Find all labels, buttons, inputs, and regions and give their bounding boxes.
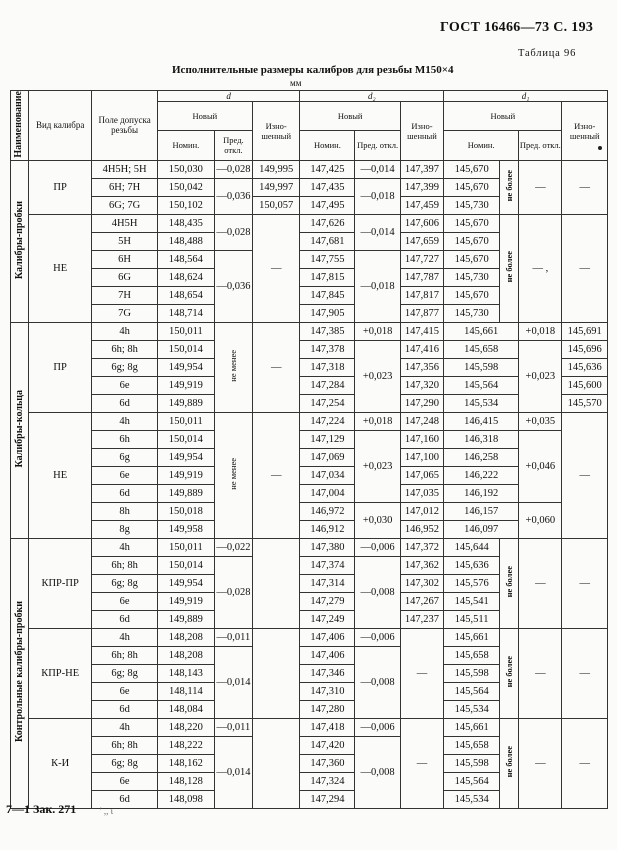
d2-cell: 147,360 <box>300 754 355 772</box>
page-footer: 7—1 Зак. 271 <box>6 802 77 816</box>
d1-worn-cell: 145,691 <box>562 322 608 340</box>
d-cell: 149,954 <box>157 448 214 466</box>
d-worn-header: Изношенный <box>252 102 300 161</box>
group-name-ring-gauges: Калибры-кольца <box>11 322 29 538</box>
d1-cell: 145,730 <box>444 268 500 286</box>
d1-worn-cell: — <box>562 160 608 214</box>
d2-cell: 147,378 <box>300 340 355 358</box>
d2-header: d₂ <box>300 91 444 102</box>
d-cell: 150,011 <box>157 412 214 430</box>
d2-worn-cell: 147,659 <box>400 232 443 250</box>
tol-cell: 6G <box>92 268 158 286</box>
calibers-table <box>10 90 608 809</box>
page-header: ГОСТ 16466—73 С. 193 <box>440 20 594 35</box>
d2-dev-cell: +0,023 <box>355 340 400 412</box>
d1-cell: 145,644 <box>444 538 500 556</box>
d1-pred-header: Пред. откл. <box>519 130 562 160</box>
d1-cell: 145,534 <box>444 700 500 718</box>
tol-cell: 7H <box>92 286 158 304</box>
d2-worn-cell: 147,160 <box>400 430 443 448</box>
d2-cell: 147,380 <box>300 538 355 556</box>
d2-cell: 147,249 <box>300 610 355 628</box>
d2-worn-cell: 147,459 <box>400 196 443 214</box>
d2-dev-cell: —0,008 <box>355 556 400 628</box>
d1-cell: 145,661 <box>444 628 500 646</box>
d1-worn-header: Изношенный <box>562 102 608 161</box>
d2-worn-cell: 147,100 <box>400 448 443 466</box>
note-cell: не менее <box>214 322 252 412</box>
d-cell: 149,919 <box>157 592 214 610</box>
table-title: Исполнительные размеры калибров для резьбы М150×4 <box>172 64 454 76</box>
d2-cell: 147,385 <box>300 322 355 340</box>
d1-dev-cell: — <box>519 718 562 808</box>
kind-cell: ПР <box>28 322 91 412</box>
d1-worn-cell: 145,696 <box>562 340 608 358</box>
d2-cell: 146,972 <box>300 502 355 520</box>
d1-dev-cell: — <box>519 538 562 628</box>
tol-cell: 6h <box>92 430 158 448</box>
d2-dev-cell: +0,030 <box>355 502 400 538</box>
d2-worn-cell: 147,356 <box>400 358 443 376</box>
d1-dev-cell: +0,046 <box>519 430 562 502</box>
d-cell: 150,042 <box>157 178 214 196</box>
d-header: d <box>157 91 300 102</box>
d1-cell: 145,598 <box>444 664 500 682</box>
d2-worn-cell: 147,267 <box>400 592 443 610</box>
tol-cell: 6d <box>92 394 158 412</box>
group-name-plug-gauges: Калибры-пробки <box>11 160 29 322</box>
d-cell: 148,488 <box>157 232 214 250</box>
d-cell: 150,011 <box>157 322 214 340</box>
note-cell: не более <box>500 718 519 808</box>
d-cell: 148,222 <box>157 736 214 754</box>
d2-cell: 147,224 <box>300 412 355 430</box>
d-cell: 148,162 <box>157 754 214 772</box>
kind-cell: КПР-ПР <box>28 538 91 628</box>
tol-cell: 6h; 8h <box>92 340 158 358</box>
d2-cell: 147,435 <box>300 178 355 196</box>
d-nom-header: Номин. <box>157 130 214 160</box>
d1-cell: 145,534 <box>444 394 519 412</box>
d1-dev-cell: +0,018 <box>519 322 562 340</box>
d2-worn-cell: 147,320 <box>400 376 443 394</box>
d2-cell: 147,425 <box>300 160 355 178</box>
d-cell: 150,011 <box>157 538 214 556</box>
d2-dev-cell: —0,008 <box>355 736 400 808</box>
d2-worn-cell: 146,952 <box>400 520 443 538</box>
d1-dev-cell: — <box>519 628 562 718</box>
d-pred-header: Пред. откл. <box>214 130 252 160</box>
d1-cell: 145,658 <box>444 340 519 358</box>
d-worn-cell: — <box>252 412 300 538</box>
tol-cell: 8g <box>92 520 158 538</box>
kind-cell: К-И <box>28 718 91 808</box>
tol-cell: 7G <box>92 304 158 322</box>
d1-worn-cell: 145,636 <box>562 358 608 376</box>
d1-nom-header: Номин. <box>444 130 519 160</box>
d-cell: 149,954 <box>157 574 214 592</box>
d1-worn-cell: 145,600 <box>562 376 608 394</box>
d2-pred-header: Пред. откл. <box>355 130 400 160</box>
d2-cell: 147,034 <box>300 466 355 484</box>
d2-worn-cell: 147,302 <box>400 574 443 592</box>
d2-cell: 147,346 <box>300 664 355 682</box>
d2-worn-cell: 147,290 <box>400 394 443 412</box>
d2-cell: 147,004 <box>300 484 355 502</box>
tol-cell: 4h <box>92 412 158 430</box>
d-cell: 149,919 <box>157 376 214 394</box>
d2-cell: 147,310 <box>300 682 355 700</box>
tol-cell: 6g; 8g <box>92 358 158 376</box>
d-cell: 149,889 <box>157 394 214 412</box>
d2-worn-cell: 147,787 <box>400 268 443 286</box>
d-cell: 148,435 <box>157 214 214 232</box>
d2-cell: 147,324 <box>300 772 355 790</box>
tol-cell: 6d <box>92 700 158 718</box>
tol-cell: 6d <box>92 484 158 502</box>
d2-worn-cell: 147,035 <box>400 484 443 502</box>
d1-cell: 145,564 <box>444 682 500 700</box>
d2-cell: 147,905 <box>300 304 355 322</box>
d2-worn-cell: 147,817 <box>400 286 443 304</box>
tol-cell: 6e <box>92 772 158 790</box>
d1-cell: 145,670 <box>444 214 500 232</box>
d1-dev-cell: +0,023 <box>519 340 562 412</box>
d-cell: 148,084 <box>157 700 214 718</box>
d1-cell: 145,670 <box>444 232 500 250</box>
d-cell: 150,030 <box>157 160 214 178</box>
d2-worn-cell: — <box>400 718 443 808</box>
d2-cell: 147,284 <box>300 376 355 394</box>
d-cell: 148,624 <box>157 268 214 286</box>
kind-header: Вид калибра <box>28 91 91 161</box>
tol-cell: 4H5H <box>92 214 158 232</box>
d2-cell: 147,845 <box>300 286 355 304</box>
d2-cell: 147,755 <box>300 250 355 268</box>
tol-cell: 4h <box>92 538 158 556</box>
d1-cell: 145,541 <box>444 592 500 610</box>
d1-worn-cell: — <box>562 718 608 808</box>
tol-cell: 4h <box>92 718 158 736</box>
tol-cell: 6h; 8h <box>92 736 158 754</box>
d-dev-cell: —0,028 <box>214 160 252 178</box>
d-cell: 148,564 <box>157 250 214 268</box>
d-cell: 150,018 <box>157 502 214 520</box>
tol-cell: 4h <box>92 322 158 340</box>
d2-cell: 147,626 <box>300 214 355 232</box>
d2-cell: 147,294 <box>300 790 355 808</box>
d2-worn-cell: 147,399 <box>400 178 443 196</box>
tol-cell: 6g; 8g <box>92 664 158 682</box>
note-cell: не более <box>500 538 519 628</box>
d2-cell: 147,406 <box>300 646 355 664</box>
d1-worn-cell: — <box>562 628 608 718</box>
d-worn-cell: 149,997 <box>252 178 300 196</box>
d1-cell: 145,670 <box>444 286 500 304</box>
d2-dev-cell: —0,006 <box>355 718 400 736</box>
d1-cell: 146,258 <box>444 448 519 466</box>
d1-worn-cell: — <box>562 214 608 322</box>
unit-label: мм <box>290 78 302 88</box>
d2-worn-cell: 147,065 <box>400 466 443 484</box>
table-number: Таблица 96 <box>518 48 577 59</box>
d2-worn-cell: 147,415 <box>400 322 443 340</box>
tol-cell: 4h <box>92 628 158 646</box>
d1-cell: 145,670 <box>444 250 500 268</box>
d-new-header: Новый <box>157 102 252 131</box>
d-cell: 149,889 <box>157 484 214 502</box>
d-dev-cell: —0,014 <box>214 736 252 808</box>
d-cell: 148,143 <box>157 664 214 682</box>
d-cell: 150,014 <box>157 430 214 448</box>
footer-marks: ' ,, ι <box>100 806 114 816</box>
d2-dev-cell: +0,023 <box>355 430 400 502</box>
d2-dev-cell: +0,018 <box>355 322 400 340</box>
d-cell: 150,102 <box>157 196 214 214</box>
d-cell: 148,098 <box>157 790 214 808</box>
d2-cell: 147,129 <box>300 430 355 448</box>
d-worn-cell: — <box>252 214 300 322</box>
d-cell: 148,114 <box>157 682 214 700</box>
group-name-control-plug-gauges: Контрольные калибры-пробки <box>11 538 29 808</box>
d-cell: 150,014 <box>157 556 214 574</box>
tol-cell: 6H; 7H <box>92 178 158 196</box>
kind-cell: КПР-НЕ <box>28 628 91 718</box>
d2-cell: 147,681 <box>300 232 355 250</box>
d-dev-cell: —0,022 <box>214 538 252 556</box>
d2-dev-cell: —0,014 <box>355 214 400 250</box>
tol-cell: 6g; 8g <box>92 754 158 772</box>
note-cell: не менее <box>214 412 252 538</box>
d1-cell: 145,730 <box>444 304 500 322</box>
d2-worn-cell: 147,362 <box>400 556 443 574</box>
d2-worn-cell: 147,606 <box>400 214 443 232</box>
d2-dev-cell: —0,006 <box>355 538 400 556</box>
name-header: Наименование <box>11 91 29 161</box>
d-cell: 149,958 <box>157 520 214 538</box>
d2-cell: 146,912 <box>300 520 355 538</box>
d-cell: 148,208 <box>157 628 214 646</box>
d2-worn-cell: 147,727 <box>400 250 443 268</box>
d2-cell: 147,279 <box>300 592 355 610</box>
d-worn-cell <box>252 718 300 808</box>
d-dev-cell: —0,011 <box>214 628 252 646</box>
tol-cell: 6e <box>92 592 158 610</box>
d1-cell: 145,534 <box>444 790 500 808</box>
d1-cell: 146,097 <box>444 520 519 538</box>
d1-cell: 145,598 <box>444 754 500 772</box>
d2-worn-cell: 147,372 <box>400 538 443 556</box>
d2-worn-cell: 147,248 <box>400 412 443 430</box>
tol-cell: 6h; 8h <box>92 646 158 664</box>
d1-cell: 145,658 <box>444 736 500 754</box>
d1-cell: 145,598 <box>444 358 519 376</box>
d2-cell: 147,495 <box>300 196 355 214</box>
d2-cell: 147,318 <box>300 358 355 376</box>
d1-cell: 145,658 <box>444 646 500 664</box>
tol-cell: 6g; 8g <box>92 574 158 592</box>
tol-cell: 4H5H; 5H <box>92 160 158 178</box>
d-worn-cell <box>252 538 300 628</box>
d2-cell: 147,418 <box>300 718 355 736</box>
d-cell: 149,919 <box>157 466 214 484</box>
d2-worn-cell: 147,416 <box>400 340 443 358</box>
d2-dev-cell: —0,018 <box>355 250 400 322</box>
tol-cell: 5H <box>92 232 158 250</box>
d1-new-header: Новый <box>444 102 562 131</box>
d2-dev-cell: —0,018 <box>355 178 400 214</box>
d-worn-cell <box>252 628 300 718</box>
d1-cell: 146,415 <box>444 412 519 430</box>
tol-cell: 6e <box>92 376 158 394</box>
d2-cell: 147,280 <box>300 700 355 718</box>
d-cell: 148,128 <box>157 772 214 790</box>
note-cell: не более <box>500 214 519 322</box>
tol-cell: 6g <box>92 448 158 466</box>
d2-new-header: Новый <box>300 102 400 131</box>
d2-dev-cell: —0,008 <box>355 646 400 718</box>
d1-worn-cell: — <box>562 412 608 538</box>
d-cell: 149,954 <box>157 358 214 376</box>
d1-header: d₁ <box>444 91 608 102</box>
d2-worn-cell: 147,237 <box>400 610 443 628</box>
tolerance-header: Поле допуска резьбы <box>92 91 158 161</box>
d1-cell: 146,192 <box>444 484 519 502</box>
d2-worn-cell: 147,012 <box>400 502 443 520</box>
tol-cell: 8h <box>92 502 158 520</box>
d-cell: 148,220 <box>157 718 214 736</box>
d2-cell: 147,314 <box>300 574 355 592</box>
d1-cell: 146,157 <box>444 502 519 520</box>
d1-cell: 145,661 <box>444 718 500 736</box>
tol-cell: 6e <box>92 682 158 700</box>
d1-worn-cell: — <box>562 538 608 628</box>
d2-worn-cell: 147,877 <box>400 304 443 322</box>
d2-dev-cell: —0,006 <box>355 628 400 646</box>
d2-dev-cell: —0,014 <box>355 160 400 178</box>
note-cell: не более <box>500 160 519 214</box>
d2-cell: 147,406 <box>300 628 355 646</box>
d-dev-cell: —0,011 <box>214 718 252 736</box>
kind-cell: НЕ <box>28 214 91 322</box>
d1-worn-cell: 145,570 <box>562 394 608 412</box>
d-dev-cell: —0,028 <box>214 214 252 250</box>
d2-cell: 147,420 <box>300 736 355 754</box>
tol-cell: 6G; 7G <box>92 196 158 214</box>
d-dev-cell: —0,036 <box>214 250 252 322</box>
d2-worn-cell: 147,397 <box>400 160 443 178</box>
d2-cell: 147,374 <box>300 556 355 574</box>
d1-cell: 145,564 <box>444 772 500 790</box>
d1-cell: 145,636 <box>444 556 500 574</box>
d2-cell: 147,254 <box>300 394 355 412</box>
tol-cell: 6d <box>92 790 158 808</box>
d1-cell: 145,564 <box>444 376 519 394</box>
d2-nom-header: Номин. <box>300 130 355 160</box>
d1-cell: 145,670 <box>444 160 500 178</box>
note-cell: не более <box>500 628 519 718</box>
d-dev-cell: —0,028 <box>214 556 252 628</box>
d-dev-cell: —0,014 <box>214 646 252 718</box>
d2-dev-cell: +0,018 <box>355 412 400 430</box>
d2-cell: 147,815 <box>300 268 355 286</box>
d-dev-cell: —0,036 <box>214 178 252 214</box>
tol-cell: 6d <box>92 610 158 628</box>
d1-cell: 145,661 <box>444 322 519 340</box>
tol-cell: 6e <box>92 466 158 484</box>
d1-cell: 145,511 <box>444 610 500 628</box>
tol-cell: 6h; 8h <box>92 556 158 574</box>
d-worn-cell: 149,995 <box>252 160 300 178</box>
d1-cell: 146,318 <box>444 430 519 448</box>
d-cell: 148,208 <box>157 646 214 664</box>
d1-dev-cell: +0,035 <box>519 412 562 430</box>
d1-dev-cell: — <box>519 160 562 214</box>
d2-worn-header: Изношенный <box>400 102 443 161</box>
d-worn-cell: — <box>252 322 300 412</box>
d-cell: 148,654 <box>157 286 214 304</box>
d-cell: 148,714 <box>157 304 214 322</box>
d1-dev-cell: +0,060 <box>519 502 562 538</box>
d1-cell: 145,670 <box>444 178 500 196</box>
d2-worn-cell: — <box>400 628 443 718</box>
tol-cell: 6H <box>92 250 158 268</box>
d1-cell: 145,576 <box>444 574 500 592</box>
d-worn-cell: 150,057 <box>252 196 300 214</box>
d1-cell: 145,730 <box>444 196 500 214</box>
kind-cell: ПР <box>28 160 91 214</box>
kind-cell: НЕ <box>28 412 91 538</box>
d2-cell: 147,069 <box>300 448 355 466</box>
d1-cell: 146,222 <box>444 466 519 484</box>
d-cell: 149,889 <box>157 610 214 628</box>
d1-dev-cell: — , <box>519 214 562 322</box>
d-cell: 150,014 <box>157 340 214 358</box>
